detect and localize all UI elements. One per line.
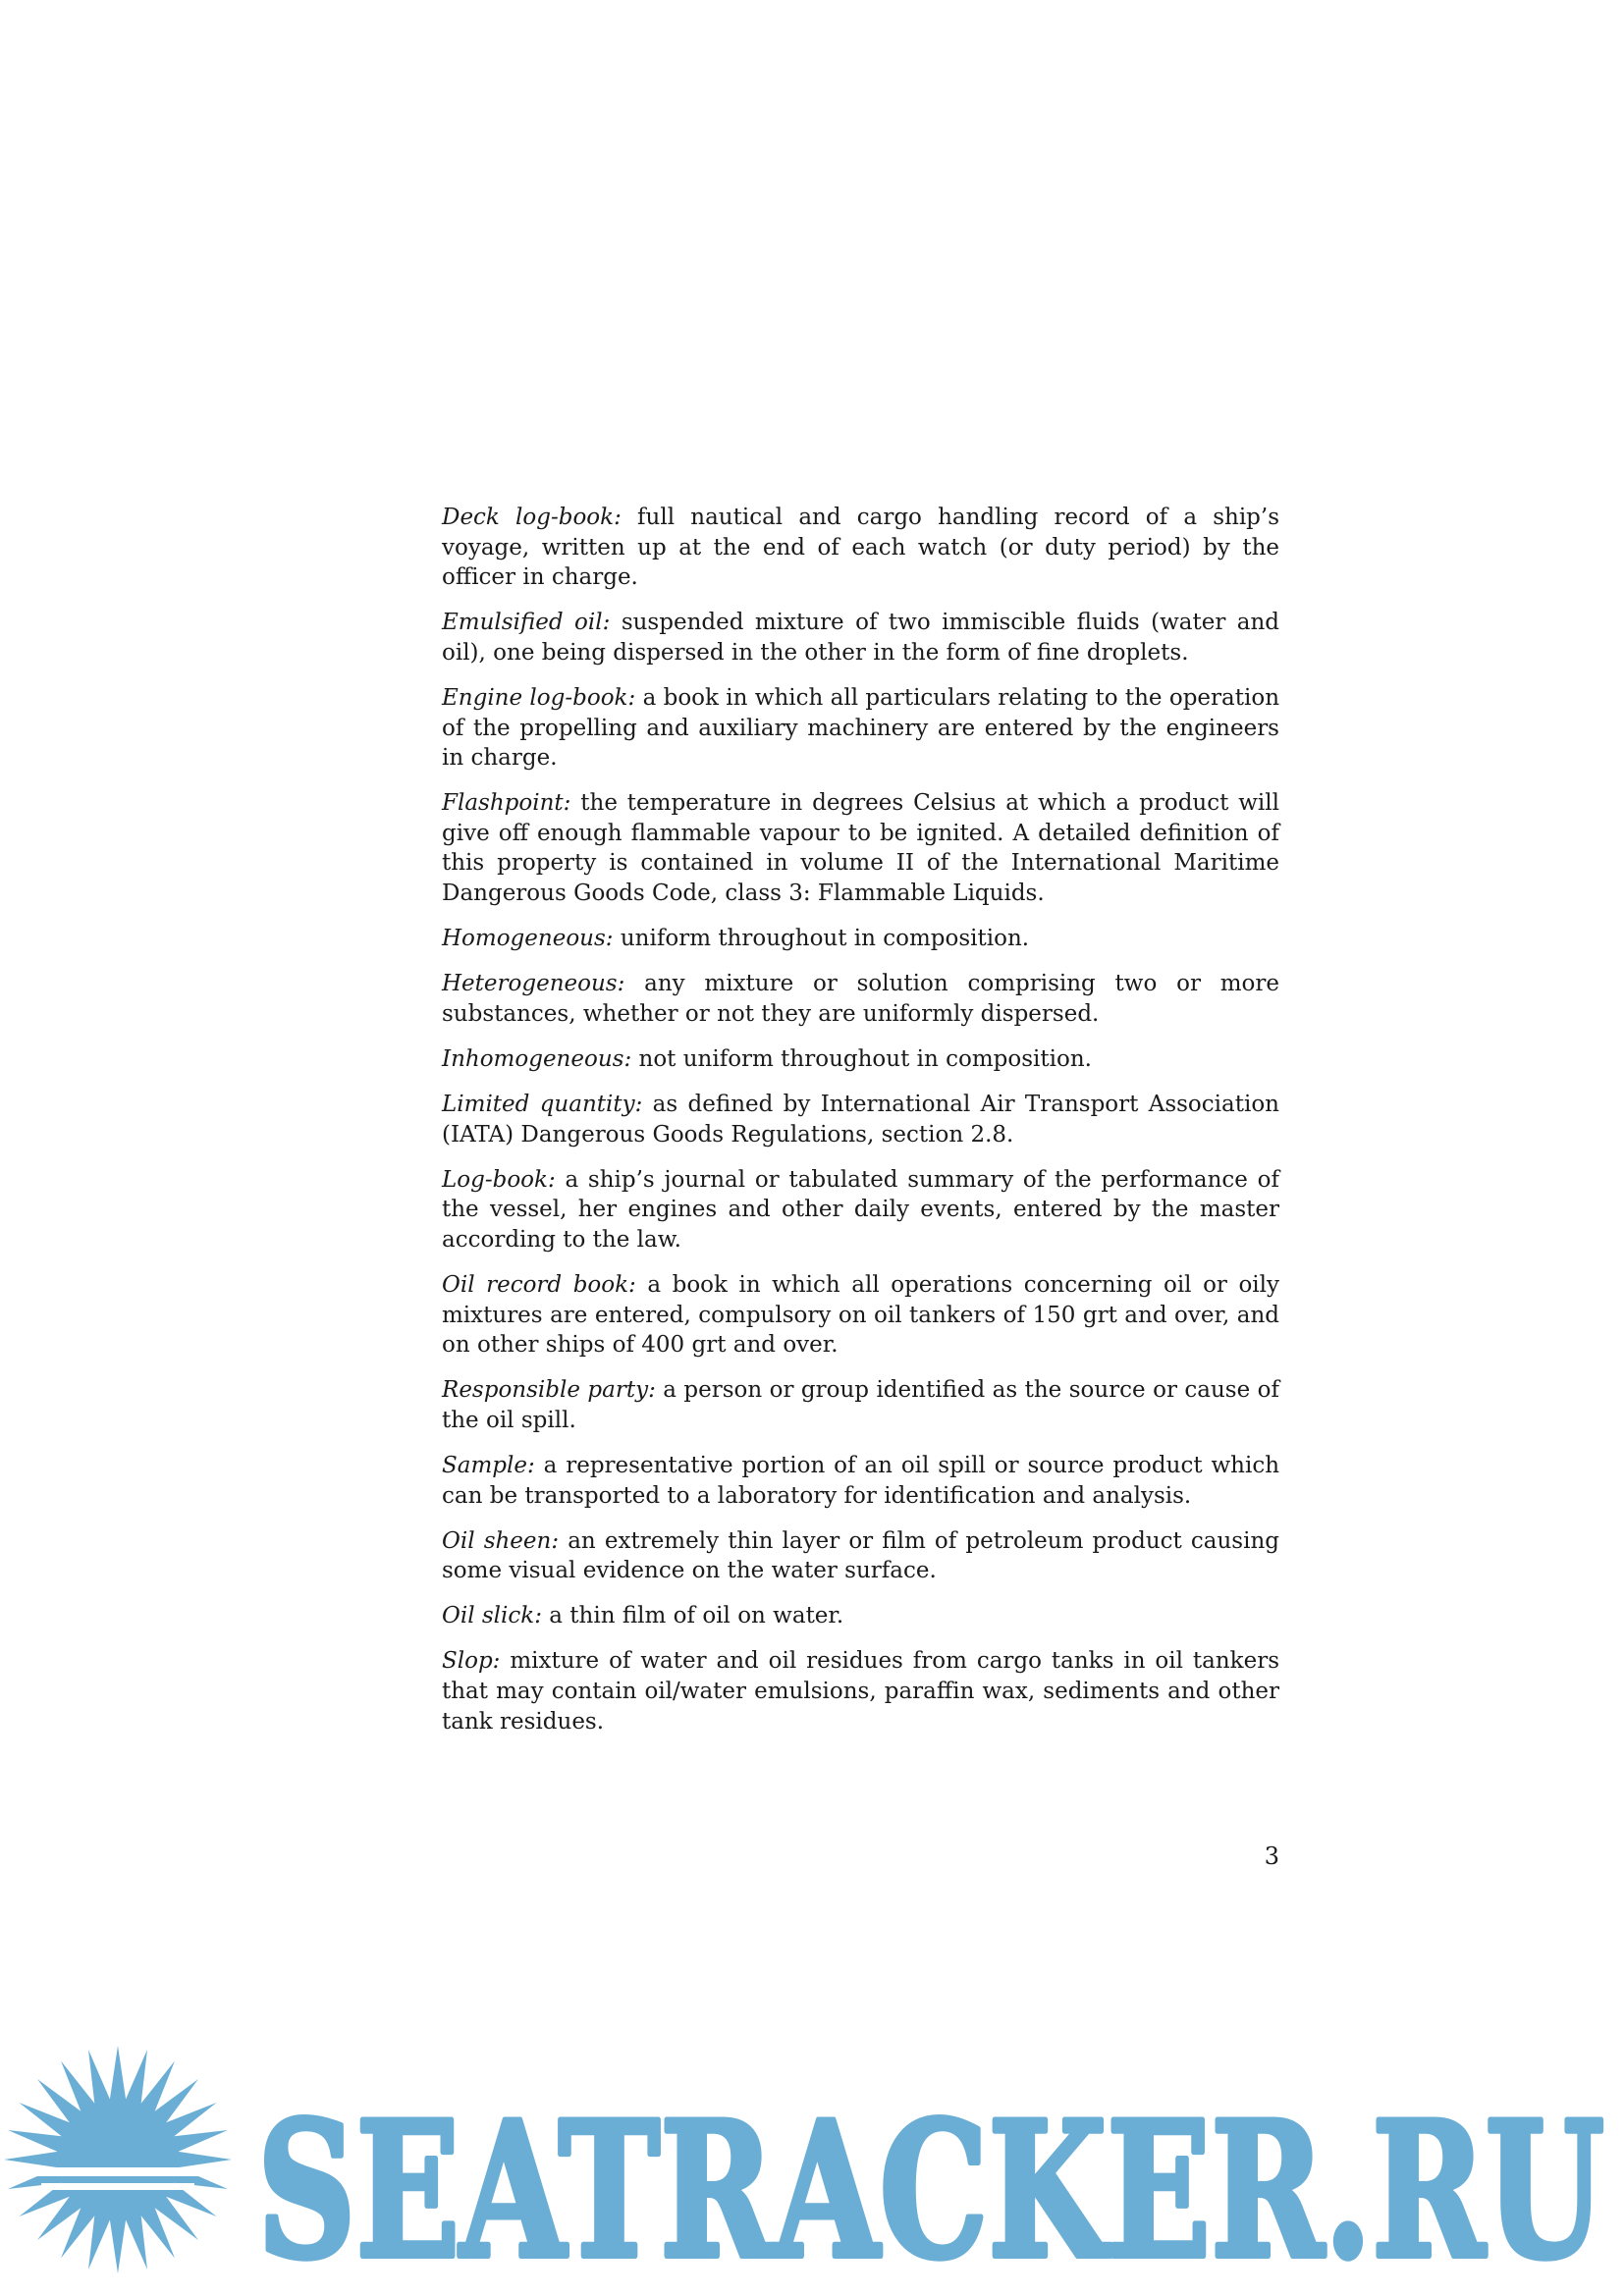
glossary-definition: a ship’s journal or tabulated summary of the performance of the vessel, her engines and other daily events, entered by the master according to the law. xyxy=(442,1166,1279,1253)
glossary-term: Oil slick: xyxy=(442,1603,542,1629)
glossary-entry xyxy=(442,924,1279,954)
sun-icon xyxy=(4,2046,232,2273)
glossary-definition: any mixture or solution comprising two or more substances, whether or not they are uniformly dispersed. xyxy=(442,971,1279,1027)
glossary-definition: a book in which all particulars relating to the operation of the propelling and auxiliary machinery are entered by the engineers in charge. xyxy=(442,684,1280,772)
glossary-definition: as defined by International Air Transport Association (IATA) Dangerous Goods Regulations, section 2.8. xyxy=(442,1092,1279,1148)
glossary-term: Flashpoint: xyxy=(442,790,571,817)
glossary-entry xyxy=(442,503,1279,593)
glossary-entry xyxy=(442,1375,1279,1435)
glossary-entry xyxy=(442,788,1279,908)
glossary-definition: full nautical and cargo handling record of a ship’s voyage, written up at the end of each watch (or duty period) by the officer in charge. xyxy=(442,505,1280,591)
watermark xyxy=(0,2042,1624,2296)
glossary-term: Deck log-book: xyxy=(442,505,622,530)
glossary-term: Oil record book: xyxy=(442,1271,636,1298)
glossary-definition: a book in which all operations concerning oil or oily mixtures are entered, compulsory on oil tankers of 150 grt and over, and on other ships of 400 grt and over. xyxy=(442,1271,1279,1359)
glossary-term: Engine log-book: xyxy=(442,684,636,711)
glossary-entry xyxy=(442,608,1279,667)
glossary-term: Responsible party: xyxy=(442,1377,656,1404)
glossary-entry xyxy=(442,1270,1279,1361)
glossary-definition: suspended mixture of two immiscible fluids (water and oil), one being dispersed in the other in the form of fine droplets. xyxy=(442,610,1280,666)
page-number: 3 xyxy=(1264,1842,1279,1870)
glossary-entry xyxy=(442,1165,1279,1255)
horizon-band xyxy=(41,2183,194,2190)
glossary-term: Log-book: xyxy=(442,1166,556,1193)
glossary-entry xyxy=(442,969,1279,1029)
glossary-entry xyxy=(442,1601,1279,1631)
glossary-term: Limited quantity: xyxy=(442,1092,643,1117)
glossary-definition: uniform throughout in composition. xyxy=(620,926,1030,952)
glossary-term: Sample: xyxy=(442,1452,535,1478)
glossary-entry xyxy=(442,1646,1279,1736)
watermark-text: SEATRACKER.RU xyxy=(257,2081,1604,2296)
glossary-term: Emulsified oil: xyxy=(442,610,611,636)
glossary-definition: mixture of water and oil residues from cargo tanks in oil tankers that may contain oil/water emulsions, paraffin wax, sediments and other tank residues. xyxy=(442,1648,1280,1735)
glossary-definition: a thin film of oil on water. xyxy=(549,1603,844,1629)
horizon-band xyxy=(37,2167,198,2176)
glossary-definition: the temperature in degrees Celsius at which a product will give off enough flammable vapour to be ignited. A detailed definition of this property is contained in volume II of the International Maritime Dangerous Goods Code, class 3: Flammable Liquids. xyxy=(442,790,1280,907)
glossary-entry xyxy=(442,1044,1279,1075)
glossary-term: Heterogeneous: xyxy=(442,971,625,997)
glossary-definition: not uniform throughout in composition. xyxy=(638,1045,1092,1072)
sun-disc xyxy=(59,2101,177,2218)
glossary-entry xyxy=(442,1090,1279,1149)
glossary-definition: an extremely thin layer or film of petroleum product causing some visual evidence on the water surface. xyxy=(442,1527,1279,1584)
glossary-list xyxy=(442,503,1279,1752)
glossary-entry xyxy=(442,683,1279,774)
glossary-definition: a representative portion of an oil spill or source product which can be transported to a laboratory for identification and analysis. xyxy=(442,1452,1280,1509)
glossary-term: Oil sheen: xyxy=(442,1527,560,1554)
glossary-term: Inhomogeneous: xyxy=(442,1045,632,1072)
glossary-entry xyxy=(442,1526,1279,1586)
glossary-entry xyxy=(442,1451,1279,1511)
glossary-definition: a person or group identified as the source or cause of the oil spill. xyxy=(442,1377,1279,1433)
glossary-term: Homogeneous: xyxy=(442,926,614,952)
glossary-term: Slop: xyxy=(442,1648,501,1675)
